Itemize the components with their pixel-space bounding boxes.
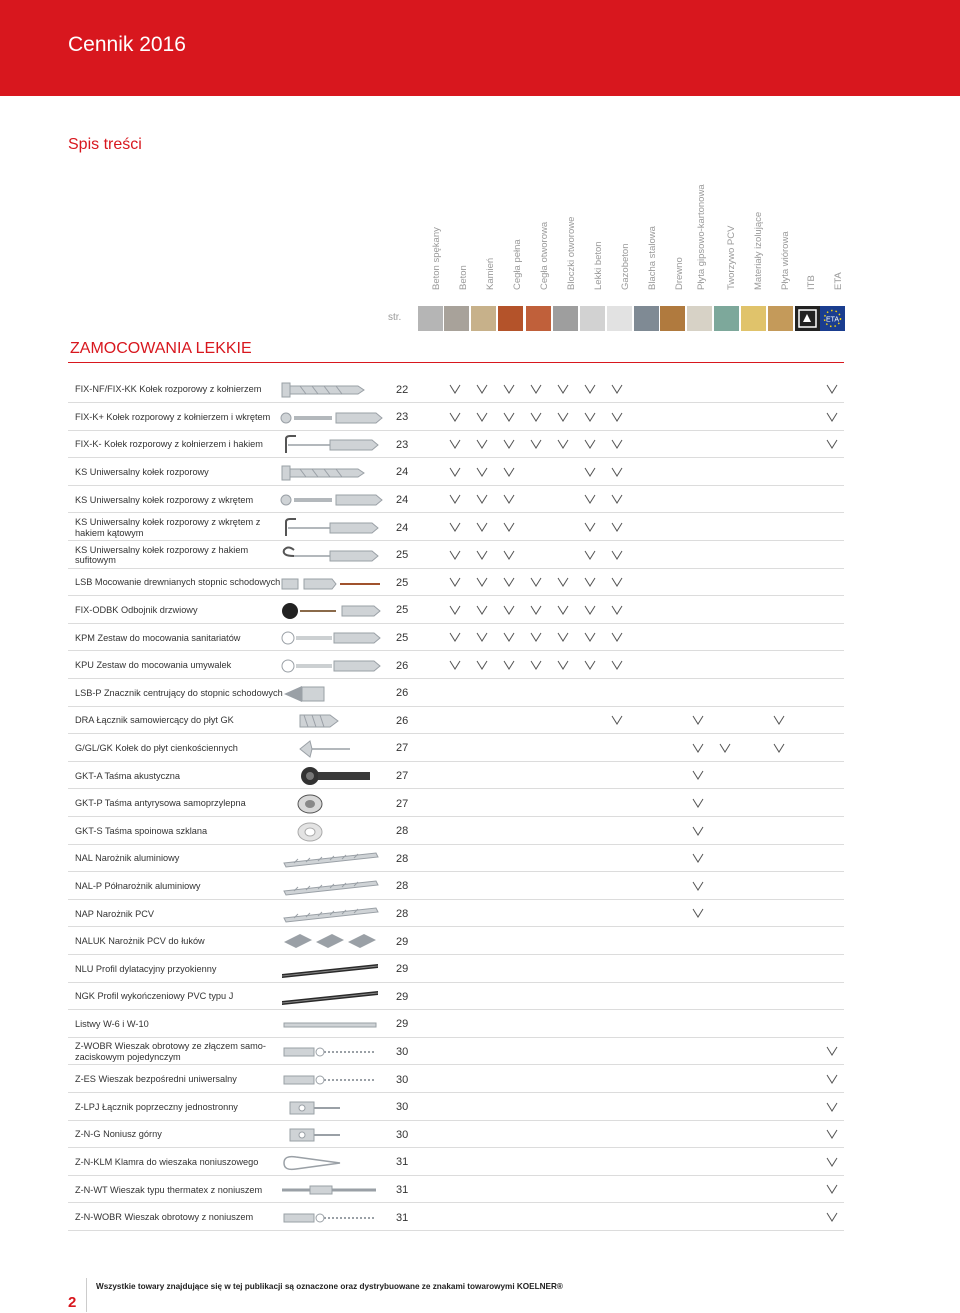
- product-image: [280, 628, 386, 648]
- check-mark-icon: [449, 549, 461, 561]
- table-row: [68, 956, 844, 983]
- check-mark-icon: [530, 604, 542, 616]
- check-mark-icon: [584, 438, 596, 450]
- product-image: [280, 904, 386, 924]
- check-mark-icon: [503, 576, 515, 588]
- product-image: [280, 960, 386, 980]
- material-swatch: [418, 306, 443, 331]
- table-row: [68, 376, 844, 403]
- material-swatch: [471, 306, 496, 331]
- check-mark-icon: [503, 604, 515, 616]
- column-header-label: Beton: [458, 265, 469, 290]
- check-mark-icon: [557, 411, 569, 423]
- check-mark-icon: [773, 714, 785, 726]
- product-image: [280, 1042, 386, 1062]
- product-image: [280, 518, 386, 538]
- check-mark-icon: [692, 797, 704, 809]
- page-number-cell: 24: [396, 466, 409, 479]
- column-header-label: Bloczki otworowe: [566, 216, 577, 290]
- check-mark-icon: [611, 493, 623, 505]
- table-row: [68, 514, 844, 541]
- product-name: NAP Narożnik PCV: [75, 908, 154, 919]
- check-mark-icon: [503, 383, 515, 395]
- header-banner: [0, 0, 960, 96]
- check-mark-icon: [449, 493, 461, 505]
- page-number-cell: 25: [396, 576, 409, 589]
- check-mark-icon: [584, 521, 596, 533]
- column-header: [799, 200, 825, 300]
- check-mark-icon: [611, 466, 623, 478]
- check-mark-icon: [557, 659, 569, 671]
- table-row: [68, 928, 844, 955]
- check-mark-icon: [449, 659, 461, 671]
- table-row: [68, 1066, 844, 1093]
- check-mark-icon: [692, 852, 704, 864]
- product-name: KPM Zestaw do mocowania sanitariatów: [75, 632, 241, 643]
- check-mark-icon: [476, 411, 488, 423]
- page-number-cell: 27: [396, 769, 409, 782]
- table-row: [68, 1204, 844, 1231]
- table-row: [68, 1149, 844, 1176]
- product-name: NGK Profil wykończeniowy PVC typu J: [75, 991, 234, 1002]
- check-mark-icon: [719, 742, 731, 754]
- check-mark-icon: [773, 742, 785, 754]
- check-mark-icon: [692, 907, 704, 919]
- page-number-cell: 26: [396, 659, 409, 672]
- check-mark-icon: [826, 1073, 838, 1085]
- page-number-cell: 26: [396, 687, 409, 700]
- check-mark-icon: [557, 604, 569, 616]
- table-row: [68, 707, 844, 734]
- check-mark-icon: [530, 438, 542, 450]
- table-row: [68, 983, 844, 1010]
- check-mark-icon: [449, 466, 461, 478]
- column-header-label: Kamień: [485, 257, 496, 290]
- table-row: [68, 542, 844, 569]
- material-swatch: [553, 306, 578, 331]
- check-mark-icon: [557, 438, 569, 450]
- product-image: [280, 1070, 386, 1090]
- product-name: FIX-K- Kołek rozporowy z kołnierzem i hakiem: [75, 439, 263, 450]
- check-mark-icon: [449, 576, 461, 588]
- table-row: [68, 1176, 844, 1203]
- material-swatch: [634, 306, 659, 331]
- table-row: [68, 404, 844, 431]
- page-number-cell: 29: [396, 963, 409, 976]
- product-image: [280, 490, 386, 510]
- page-number-cell: 30: [396, 1045, 409, 1058]
- product-image: [280, 932, 386, 952]
- product-name: GKT-P Taśma antyrysowa samoprzylepna: [75, 798, 246, 809]
- check-mark-icon: [530, 631, 542, 643]
- table-row: [68, 845, 844, 872]
- product-image: [280, 573, 386, 593]
- column-header-label: Gazobeton: [620, 243, 631, 290]
- catalog-title: Cennik 2016: [68, 33, 186, 56]
- column-header-label: ITB: [806, 275, 817, 290]
- check-mark-icon: [611, 604, 623, 616]
- product-image: [280, 822, 386, 842]
- check-mark-icon: [476, 604, 488, 616]
- product-name: FIX-ODBK Odbojnik drzwiowy: [75, 605, 198, 616]
- row-divider: [68, 1230, 844, 1231]
- material-swatch: [795, 306, 820, 331]
- product-image: [280, 987, 386, 1007]
- product-image: [280, 408, 386, 428]
- column-header-label: ETA: [833, 272, 844, 290]
- check-mark-icon: [503, 659, 515, 671]
- page-number-cell: 28: [396, 907, 409, 920]
- page-number-cell: 30: [396, 1101, 409, 1114]
- check-mark-icon: [611, 631, 623, 643]
- product-name: DRA Łącznik samowiercący do płyt GK: [75, 715, 234, 726]
- column-header: [719, 200, 745, 300]
- column-header-label: Blacha stalowa: [647, 226, 658, 290]
- table-row: [68, 569, 844, 596]
- check-mark-icon: [530, 576, 542, 588]
- check-mark-icon: [503, 521, 515, 533]
- product-name: Z-WOBR Wieszak obrotowy ze złączem samo-zaciskowym pojedynczym: [75, 1041, 266, 1062]
- check-mark-icon: [611, 576, 623, 588]
- table-row: [68, 900, 844, 927]
- check-mark-icon: [826, 1211, 838, 1223]
- check-mark-icon: [611, 549, 623, 561]
- product-name: Z-N-WT Wieszak typu thermatex z noniuszem: [75, 1184, 263, 1195]
- check-mark-icon: [826, 438, 838, 450]
- page-number-cell: 24: [396, 521, 409, 534]
- column-header: [640, 200, 666, 300]
- product-image: [280, 711, 386, 731]
- material-swatch: [580, 306, 605, 331]
- page-number-cell: 28: [396, 852, 409, 865]
- column-header: [451, 200, 477, 300]
- check-mark-icon: [476, 521, 488, 533]
- table-row: [68, 1094, 844, 1121]
- check-mark-icon: [584, 604, 596, 616]
- check-mark-icon: [826, 1156, 838, 1168]
- page-number-cell: 28: [396, 880, 409, 893]
- page-number-cell: 26: [396, 714, 409, 727]
- check-mark-icon: [476, 438, 488, 450]
- column-header: [826, 200, 852, 300]
- product-name: NALUK Narożnik PCV do łuków: [75, 936, 205, 947]
- table-row: [68, 624, 844, 651]
- product-name: NAL-P Półnarożnik aluminiowy: [75, 881, 201, 892]
- product-name: FIX-NF/FIX-KK Kołek rozporowy z kołnierzem: [75, 384, 262, 395]
- check-mark-icon: [826, 1128, 838, 1140]
- product-image: [280, 794, 386, 814]
- product-name: KS Uniwersalny kołek rozporowy: [75, 467, 209, 478]
- check-mark-icon: [692, 880, 704, 892]
- column-header: [746, 200, 772, 300]
- check-mark-icon: [476, 466, 488, 478]
- page-number-cell: 25: [396, 549, 409, 562]
- product-name: G/GL/GK Kołek do płyt cienkościennych: [75, 743, 238, 754]
- material-swatch: [768, 306, 793, 331]
- column-header: [689, 184, 715, 300]
- product-image: [280, 601, 386, 621]
- check-mark-icon: [503, 411, 515, 423]
- footer-divider: [86, 1278, 87, 1312]
- check-mark-icon: [503, 438, 515, 450]
- check-mark-icon: [584, 549, 596, 561]
- check-mark-icon: [826, 383, 838, 395]
- check-mark-icon: [826, 1101, 838, 1113]
- check-mark-icon: [611, 521, 623, 533]
- page-number-cell: 23: [396, 438, 409, 451]
- check-mark-icon: [584, 466, 596, 478]
- product-name: Z-N-G Noniusz górny: [75, 1129, 162, 1140]
- table-row: [68, 597, 844, 624]
- check-mark-icon: [530, 383, 542, 395]
- product-name: Z-ES Wieszak bezpośredni uniwersalny: [75, 1074, 237, 1085]
- check-mark-icon: [611, 383, 623, 395]
- product-name: NLU Profil dylatacyjny przyokienny: [75, 963, 217, 974]
- check-mark-icon: [503, 549, 515, 561]
- product-name: Listwy W-6 i W-10: [75, 1019, 149, 1030]
- check-mark-icon: [557, 576, 569, 588]
- product-name: KPU Zestaw do mocowania umywalek: [75, 660, 232, 671]
- column-header-label: Cegła pełna: [512, 239, 523, 290]
- check-mark-icon: [584, 411, 596, 423]
- product-image: [280, 1098, 386, 1118]
- product-name: Z-LPJ Łącznik poprzeczny jednostronny: [75, 1101, 238, 1112]
- check-mark-icon: [611, 438, 623, 450]
- check-mark-icon: [449, 383, 461, 395]
- page-column-label: str.: [388, 312, 402, 323]
- check-mark-icon: [476, 631, 488, 643]
- table-row: [68, 486, 844, 513]
- material-swatch: [526, 306, 551, 331]
- product-name: KS Uniwersalny kołek rozporowy z wkrętem z hakiem kątowym: [75, 517, 261, 538]
- check-mark-icon: [584, 493, 596, 505]
- page-number-cell: 27: [396, 797, 409, 810]
- column-header: [613, 200, 639, 300]
- product-name: LSB Mocowanie drewnianych stopnic schodowych: [75, 577, 281, 588]
- page-number-cell: 23: [396, 411, 409, 424]
- column-header: [505, 200, 531, 300]
- check-mark-icon: [692, 825, 704, 837]
- column-header: [586, 200, 612, 300]
- table-row: [68, 680, 844, 707]
- product-image: [280, 739, 386, 759]
- section-title: Spis treści: [68, 136, 142, 153]
- column-header-label: Płyta wiórowa: [780, 231, 791, 290]
- check-mark-icon: [476, 576, 488, 588]
- material-swatch: [741, 306, 766, 331]
- product-image: [280, 1125, 386, 1145]
- material-swatch: [660, 306, 685, 331]
- check-mark-icon: [449, 521, 461, 533]
- product-image: [280, 380, 386, 400]
- check-mark-icon: [449, 604, 461, 616]
- table-row: [68, 431, 844, 458]
- product-image: [280, 656, 386, 676]
- product-image: [280, 1180, 386, 1200]
- check-mark-icon: [449, 411, 461, 423]
- column-header-label: Płyta gipsowo-kartonowa: [696, 184, 707, 290]
- page-number-cell: 30: [396, 1073, 409, 1086]
- check-mark-icon: [476, 659, 488, 671]
- check-mark-icon: [611, 659, 623, 671]
- check-mark-icon: [584, 576, 596, 588]
- column-header-label: Lekki beton: [593, 241, 604, 290]
- check-mark-icon: [449, 438, 461, 450]
- check-mark-icon: [503, 631, 515, 643]
- check-mark-icon: [476, 383, 488, 395]
- page-number-cell: 31: [396, 1156, 409, 1169]
- table-row: [68, 1038, 844, 1065]
- product-image: [280, 1153, 386, 1173]
- check-mark-icon: [584, 383, 596, 395]
- product-image: [280, 546, 386, 566]
- column-header-label: Materiały izolujące: [753, 211, 764, 290]
- product-name: NAL Narożnik aluminiowy: [75, 853, 180, 864]
- check-mark-icon: [530, 411, 542, 423]
- check-mark-icon: [449, 631, 461, 643]
- group-title: ZAMOCOWANIA LEKKIE: [70, 340, 252, 357]
- material-swatch: [687, 306, 712, 331]
- page-number-cell: 28: [396, 825, 409, 838]
- page-number-cell: 24: [396, 493, 409, 506]
- page-number-cell: 30: [396, 1128, 409, 1141]
- check-mark-icon: [826, 1045, 838, 1057]
- column-header: [559, 200, 585, 300]
- material-swatch: [714, 306, 739, 331]
- check-mark-icon: [557, 631, 569, 643]
- product-image: [280, 463, 386, 483]
- page-number: 2: [68, 1294, 77, 1311]
- column-header-label: Tworzywo PCV: [726, 225, 737, 290]
- material-swatch: [820, 306, 845, 331]
- table-row: [68, 873, 844, 900]
- page-number-cell: 22: [396, 383, 409, 396]
- material-swatch: [607, 306, 632, 331]
- column-header: [773, 200, 799, 300]
- material-swatch: [498, 306, 523, 331]
- table-row: [68, 1011, 844, 1038]
- check-mark-icon: [476, 549, 488, 561]
- product-name: KS Uniwersalny kołek rozporowy z wkrętem: [75, 494, 254, 505]
- check-mark-icon: [611, 411, 623, 423]
- product-image: [280, 435, 386, 455]
- column-header-label: Beton spękany: [431, 227, 442, 290]
- check-mark-icon: [692, 714, 704, 726]
- table-row: [68, 762, 844, 789]
- check-mark-icon: [557, 383, 569, 395]
- column-header: [532, 200, 558, 300]
- check-mark-icon: [826, 411, 838, 423]
- check-mark-icon: [692, 769, 704, 781]
- check-mark-icon: [584, 631, 596, 643]
- page-number-cell: 29: [396, 1018, 409, 1031]
- product-image: [280, 877, 386, 897]
- table-row: [68, 1121, 844, 1148]
- page-number-cell: 25: [396, 604, 409, 617]
- check-mark-icon: [692, 742, 704, 754]
- product-name: LSB-P Znacznik centrujący do stopnic schodowych: [75, 687, 283, 698]
- table-row: [68, 790, 844, 817]
- product-image: [280, 1208, 386, 1228]
- column-header-label: Cegła otworowa: [539, 221, 550, 290]
- check-mark-icon: [530, 659, 542, 671]
- page-number-cell: 25: [396, 631, 409, 644]
- material-swatch: [444, 306, 469, 331]
- check-mark-icon: [826, 1183, 838, 1195]
- page-number-cell: 31: [396, 1183, 409, 1196]
- column-header: [478, 200, 504, 300]
- check-mark-icon: [476, 493, 488, 505]
- table-row: [68, 459, 844, 486]
- check-mark-icon: [584, 659, 596, 671]
- check-mark-icon: [503, 466, 515, 478]
- column-header: [424, 200, 450, 300]
- product-name: KS Uniwersalny kołek rozporowy z hakiem sufitowym: [75, 544, 249, 566]
- page-number-cell: 29: [396, 990, 409, 1003]
- product-image: [280, 684, 386, 704]
- product-name: Z-N-KLM Klamra do wieszaka noniuszowego: [75, 1157, 259, 1168]
- trademark-note: Wszystkie towary znajdujące się w tej publikacji są oznaczone oraz dystrybuowane ze znakami towarowymi KOELNER®: [96, 1282, 563, 1291]
- column-header-label: Drewno: [674, 257, 685, 290]
- page-number-cell: 27: [396, 742, 409, 755]
- group-divider: [68, 362, 844, 363]
- svg-text:ETA: ETA: [825, 316, 840, 324]
- page-number-cell: 31: [396, 1211, 409, 1224]
- product-image: [280, 766, 386, 786]
- table-row: [68, 818, 844, 845]
- check-mark-icon: [503, 493, 515, 505]
- product-image: [280, 849, 386, 869]
- product-image: [280, 1015, 386, 1035]
- product-name: GKT-A Taśma akustyczna: [75, 770, 181, 781]
- product-name: Z-N-WOBR Wieszak obrotowy z noniuszem: [75, 1212, 254, 1223]
- product-name: GKT-S Taśma spoinowa szklana: [75, 825, 208, 836]
- table-row: [68, 735, 844, 762]
- table-row: [68, 652, 844, 679]
- product-name: FIX-K+ Kołek rozporowy z kołnierzem i wkrętem: [75, 411, 271, 422]
- check-mark-icon: [611, 714, 623, 726]
- page-number-cell: 29: [396, 935, 409, 948]
